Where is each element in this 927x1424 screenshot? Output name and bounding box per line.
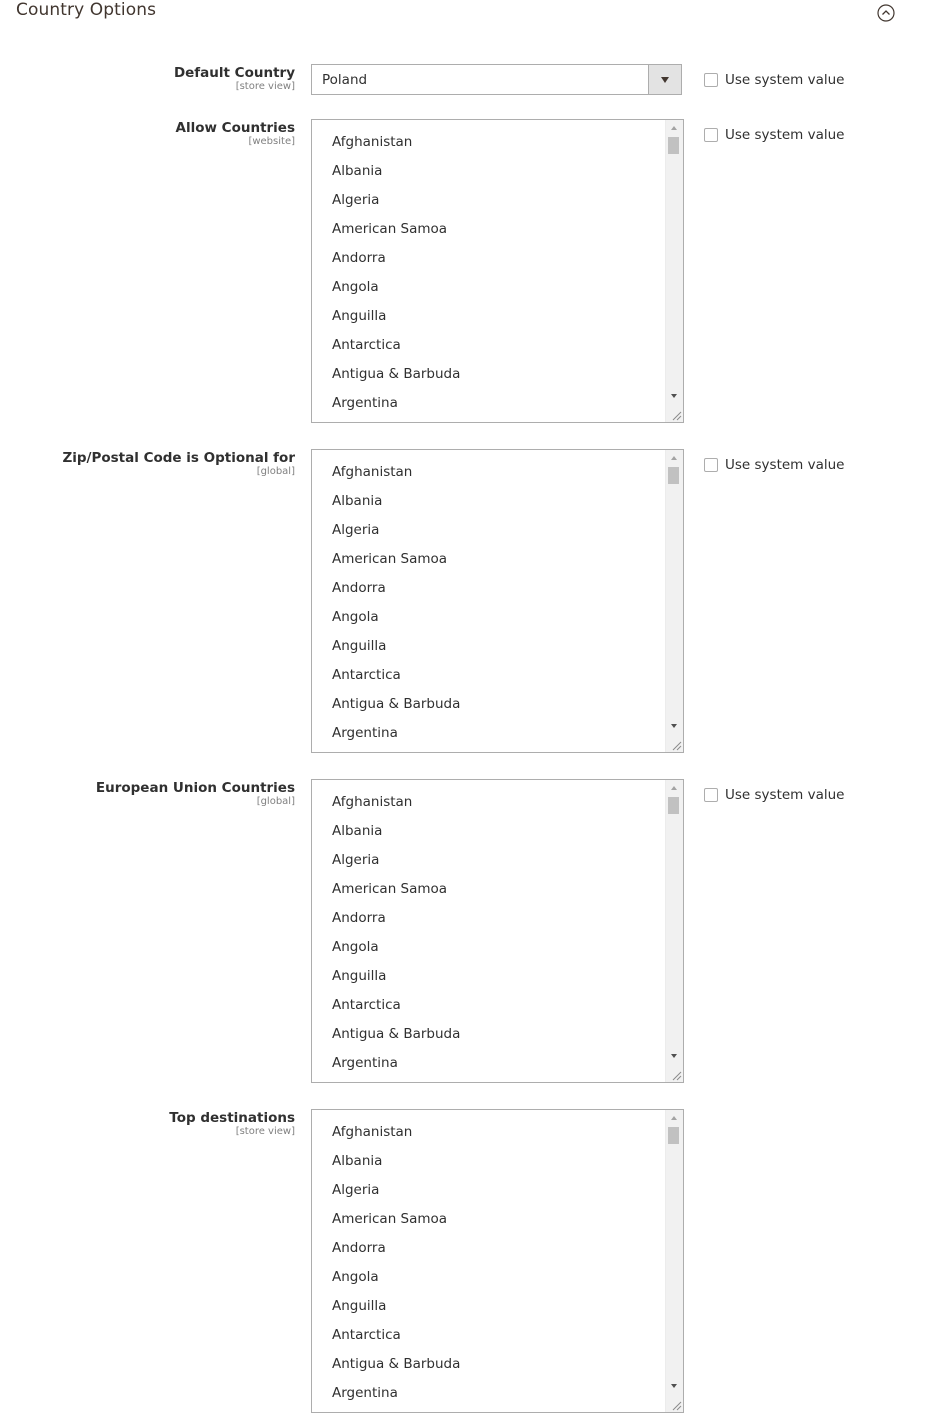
- list-item[interactable]: American Samoa: [332, 551, 448, 567]
- list-item[interactable]: Andorra: [332, 250, 386, 266]
- scroll-up-icon[interactable]: [671, 1116, 677, 1120]
- list-item[interactable]: Antarctica: [332, 337, 401, 353]
- resize-grip-icon[interactable]: [671, 740, 682, 751]
- list-item[interactable]: Anguilla: [332, 968, 387, 984]
- list-item[interactable]: Algeria: [332, 852, 380, 868]
- list-item[interactable]: Anguilla: [332, 638, 387, 654]
- scrollbar-thumb[interactable]: [668, 797, 679, 814]
- chevron-up-circle-icon: [877, 4, 895, 22]
- list-item[interactable]: Argentina: [332, 1385, 398, 1401]
- use-system-value-label: Use system value: [725, 72, 845, 88]
- list-item[interactable]: Anguilla: [332, 1298, 387, 1314]
- field-scope: [website]: [248, 136, 295, 147]
- list-item[interactable]: Afghanistan: [332, 464, 413, 480]
- list-item[interactable]: Angola: [332, 609, 379, 625]
- list-item[interactable]: Antigua & Barbuda: [332, 1026, 461, 1042]
- use-system-value-label: Use system value: [725, 787, 845, 803]
- list-item[interactable]: Argentina: [332, 1055, 398, 1071]
- resize-grip-icon[interactable]: [671, 410, 682, 421]
- list-item[interactable]: Andorra: [332, 1240, 386, 1256]
- scroll-down-icon[interactable]: [671, 1384, 677, 1388]
- field-name: Default Country: [173, 65, 295, 81]
- list-item[interactable]: Angola: [332, 1269, 379, 1285]
- scroll-up-icon[interactable]: [671, 126, 677, 130]
- options-list: [332, 458, 460, 748]
- scroll-down-icon[interactable]: [671, 394, 677, 398]
- eu-countries-multiselect[interactable]: [311, 779, 684, 1083]
- scrollbar-thumb[interactable]: [668, 467, 679, 484]
- field-scope: [global]: [256, 466, 295, 477]
- options-list: [332, 1118, 460, 1408]
- use-system-value-label: Use system value: [725, 127, 845, 143]
- scrollbar[interactable]: [665, 450, 683, 752]
- list-item[interactable]: Afghanistan: [332, 1124, 413, 1140]
- scroll-up-icon[interactable]: [671, 786, 677, 790]
- use-system-value-label: Use system value: [725, 457, 845, 473]
- field-scope: [global]: [256, 796, 295, 807]
- list-item[interactable]: American Samoa: [332, 221, 448, 237]
- field-name: Top destinations: [169, 1110, 295, 1126]
- default-country-label: [35, 65, 295, 93]
- list-item[interactable]: Albania: [332, 823, 383, 839]
- use-system-value-checkbox[interactable]: [704, 458, 718, 472]
- resize-grip-icon[interactable]: [671, 1400, 682, 1411]
- list-item[interactable]: Antigua & Barbuda: [332, 696, 461, 712]
- allow-countries-multiselect[interactable]: [311, 119, 684, 423]
- use-system-value-checkbox[interactable]: [704, 73, 718, 87]
- zip-optional-multiselect[interactable]: [311, 449, 684, 753]
- scroll-up-icon[interactable]: [671, 456, 677, 460]
- list-item[interactable]: Argentina: [332, 395, 398, 411]
- scrollbar-thumb[interactable]: [668, 1127, 679, 1144]
- scrollbar[interactable]: [665, 120, 683, 422]
- list-item[interactable]: Albania: [332, 493, 383, 509]
- scrollbar[interactable]: [665, 1110, 683, 1412]
- list-item[interactable]: American Samoa: [332, 1211, 448, 1227]
- list-item[interactable]: Albania: [332, 163, 383, 179]
- list-item[interactable]: Antigua & Barbuda: [332, 1356, 461, 1372]
- list-item[interactable]: Afghanistan: [332, 134, 413, 150]
- field-name: Allow Countries: [175, 120, 295, 136]
- list-item[interactable]: Afghanistan: [332, 794, 413, 810]
- list-item[interactable]: Antarctica: [332, 667, 401, 683]
- resize-grip-icon[interactable]: [671, 1070, 682, 1081]
- collapse-section-button[interactable]: [877, 4, 895, 22]
- top-destinations-label: [35, 1110, 295, 1138]
- section-title: Country Options: [16, 0, 157, 20]
- list-item[interactable]: Algeria: [332, 1182, 380, 1198]
- field-scope: [store view]: [235, 1126, 295, 1137]
- use-system-value-checkbox[interactable]: [704, 788, 718, 802]
- scroll-down-icon[interactable]: [671, 1054, 677, 1058]
- top-destinations-multiselect[interactable]: [311, 1109, 684, 1413]
- options-list: [332, 788, 460, 1078]
- list-item[interactable]: Angola: [332, 279, 379, 295]
- selected-value: Poland: [322, 72, 368, 88]
- options-list: [332, 128, 460, 418]
- zip-optional-label: [35, 450, 295, 478]
- field-name: Zip/Postal Code is Optional for: [62, 450, 295, 466]
- scrollbar-thumb[interactable]: [668, 137, 679, 154]
- scroll-down-icon[interactable]: [671, 724, 677, 728]
- list-item[interactable]: Andorra: [332, 910, 386, 926]
- field-scope: [store view]: [235, 81, 295, 92]
- list-item[interactable]: Algeria: [332, 192, 380, 208]
- list-item[interactable]: Antarctica: [332, 997, 401, 1013]
- list-item[interactable]: Antigua & Barbuda: [332, 366, 461, 382]
- list-item[interactable]: Albania: [332, 1153, 383, 1169]
- list-item[interactable]: Algeria: [332, 522, 380, 538]
- use-system-value-checkbox[interactable]: [704, 128, 718, 142]
- list-item[interactable]: Angola: [332, 939, 379, 955]
- list-item[interactable]: Antarctica: [332, 1327, 401, 1343]
- eu-countries-label: [35, 780, 295, 808]
- scrollbar[interactable]: [665, 780, 683, 1082]
- list-item[interactable]: Andorra: [332, 580, 386, 596]
- list-item[interactable]: Anguilla: [332, 308, 387, 324]
- list-item[interactable]: Argentina: [332, 725, 398, 741]
- list-item[interactable]: American Samoa: [332, 881, 448, 897]
- allow-countries-label: [35, 120, 295, 148]
- field-name: European Union Countries: [95, 780, 295, 796]
- dropdown-arrow-icon[interactable]: [648, 65, 681, 94]
- default-country-select[interactable]: [311, 64, 682, 95]
